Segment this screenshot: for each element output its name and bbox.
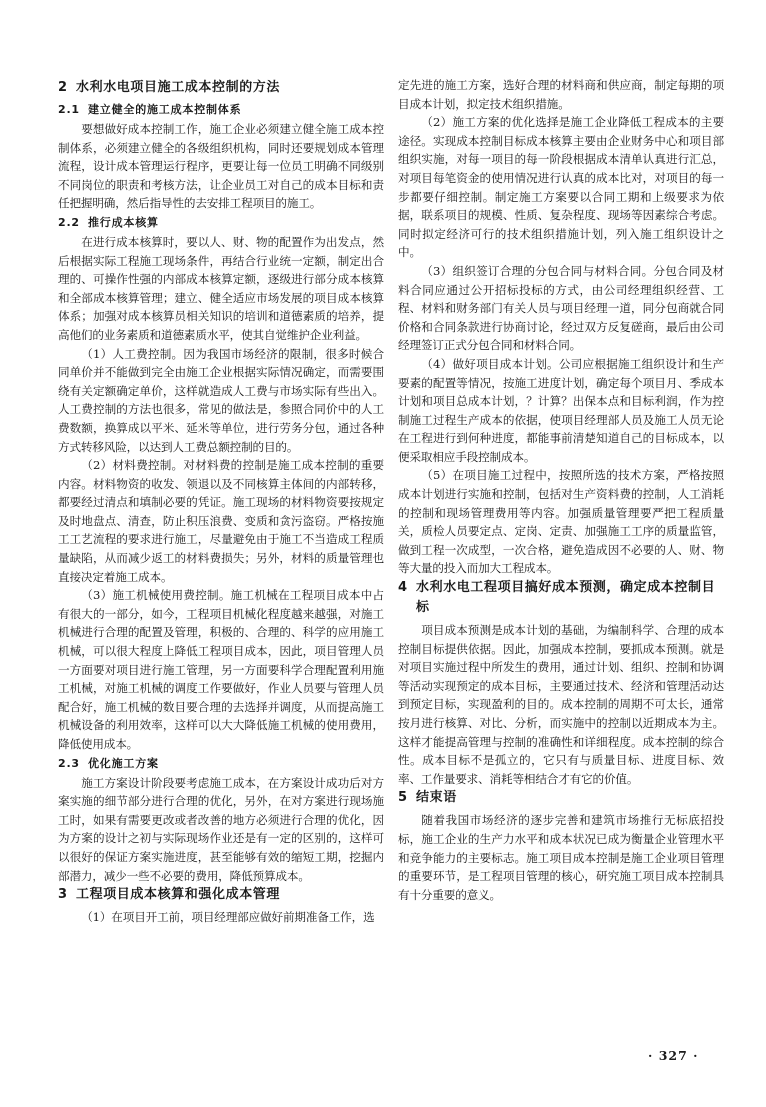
right-column — [398, 76, 724, 904]
section-title: 工程项目成本核算和强化成本管理 — [76, 887, 281, 903]
left-column — [58, 76, 384, 927]
section-title: 结束语 — [416, 790, 457, 806]
subsection-number: 2.1 — [58, 103, 80, 116]
section-number: 5 — [398, 790, 408, 806]
subsection-title: 推行成本核算 — [88, 215, 159, 229]
subsection-2-3-heading — [58, 755, 384, 772]
paragraph: （3）施工机械使用费控制。施工机械在工程项目成本中占有很大的一部分，如今，工程项目机械化程度越来越强，对施工机械进行合理的配置及管理，积极的、合理的、科学的应用施工机械，可以很大程度上降低工程项目成本，因此，项目管理人员一方面要对项目进行施工管理，另一方面要科学合理配置利用施工机械，对施工机械的调度工作要做好，作业人员要与管理人员配合好，施工机械的数目要合理的去选择并调度，从而提高施工机械设备的利用效率，这样可以大大降低施工机械的使用费用，降低使用成本。 — [58, 588, 384, 751]
section-number: 4 — [398, 580, 408, 596]
paragraph: （4）做好项目成本计划。公司应根据施工组织设计和生产要素的配置等情况，按施工进度计划，确定每个项目月、季成本计划和项目总成本计划，？计算？出保本点和目标利润，作为控制施工过程生产成本的依据，使项目经理部人员及施工人员无论在工程进行到何种进度，都能事前清楚知道自己的目标成本，以便采取相应手段控制成本。 — [398, 356, 724, 464]
paragraph: 项目成本预测是成本计划的基础，为编制科学、合理的成本控制目标提供依据。因此，加强成本控制，要抓成本预测。就是对项目实施过程中所发生的费用，通过计划、组织、控制和协调等活动实现预定的成本目标，主要通过技术、经济和管理活动达到预定目标，实现盈利的目的。成本控制的周期不可太长，通常按月进行核算、对比、分析，而实施中的控制以近期成本为主。这样才能提高管理与控制的准确性和详细程度。成本控制的综合性。成本目标不是孤立的，它只有与质量目标、进度目标、效率、工作量要求、消耗等相结合才有它的价值。 — [398, 623, 724, 786]
subsection-2-1-heading — [58, 101, 384, 118]
subsection-title: 优化施工方案 — [88, 756, 159, 770]
paragraph: 在进行成本核算时，要以人、财、物的配置作为出发点，然后根据实际工程施工现场条件，再结合行业统一定额，制定出合理的、可操作性强的内部成本核算定额，逐级进行部分成本核算和全部成本核算管理；建立、健全适应市场发展的项目成本核算体系；加强对成本核算员相关知识的培训和道德素质的培养，提高他们的业务素质和道德素质水平，使其自觉维护企业利益。 — [58, 234, 384, 342]
subsection-number: 2.2 — [58, 215, 80, 229]
section-3-heading — [58, 885, 384, 905]
paragraph: 随着我国市场经济的逐步完善和建筑市场推行无标底招投标，施工企业的生产力水平和成本状况已成为衡量企业管理水平和竞争能力的主要标志。施工项目成本控制是施工企业项目管理的重要环节，是工程项目管理的核心，研究施工项目成本控制具有十分重要的意义。 — [398, 813, 724, 902]
section-number: 2 — [58, 80, 68, 95]
section-number: 3 — [58, 887, 68, 903]
paragraph: （1）在项目开工前，项目经理部应做好前期准备工作，选 — [81, 910, 375, 925]
section-4-heading — [398, 578, 724, 618]
subsection-title: 建立健全的施工成本控制体系 — [88, 103, 242, 116]
paragraph: （1）人工费控制。因为我国市场经济的限制，很多时候合同单价并不能做到完全由施工企业根据实际情况确定，而需要围绕有关定额确定单价，这样就造成人工费与市场实际有些出入。人工费控制的方法也很多，常见的做法是，参照合同价中的人工费数额，换算成以平米、延米等单位，进行劳务分包，通过各种方式转移风险，以达到人工费总额控制的目的。 — [58, 346, 384, 454]
paragraph: 要想做好成本控制工作，施工企业必须建立健全施工成本控制体系，必须建立健全的各级组织机构，同时还要规划成本管理流程，设计成本管理运行程序，更要让每一位员工明确不同级别不同岗位的职责和考核方法，让企业员工对自己的成本目标和责任把握明确，然后指导性的去安排工程项目的施工。 — [58, 122, 384, 211]
section-title: 水利水电项目施工成本控制的方法 — [76, 80, 281, 95]
subsection-number: 2.3 — [58, 756, 80, 770]
paragraph: （3）组织签订合理的分包合同与材料合同。分包合同及材料合同应通过公开招标投标的方式，由公司经理组织经营、工程、材料和财务部门有关人员与项目经理一道，同分包商就合同价格和合同条款进行协商讨论，经过双方反复磋商，最后由公司经理签订正式分包合同和材料合同。 — [398, 263, 724, 353]
section-title: 水利水电工程项目搞好成本预测，确定成本控制目标 — [416, 580, 716, 616]
paragraph-continued: 定先进的施工方案，选好合理的材料商和供应商，制定每期的项目成本计划，拟定技术组织措施。 — [398, 78, 724, 111]
section-5-heading — [398, 788, 724, 808]
paragraph: （5）在项目施工过程中，按照所选的技术方案，严格按照成本计划进行实施和控制，包括对生产资料费的控制，人工消耗的控制和现场管理费用等内容。加强质量管理要严把工程质量关，质检人员要定点、定岗、定责、加强施工工序的质量监管，做到工程一次成型，一次合格，避免造成因不必要的人、财、物等大量的投入而加大工程成本。 — [398, 468, 724, 576]
page-number: · 327 · — [648, 1048, 699, 1063]
paragraph: （2）施工方案的优化选择是施工企业降低工程成本的主要途径。实现成本控制目标成本核算主要由企业财务中心和项目部组织实施，对每一项目的每一阶段根据成本清单认真进行汇总，对项目每笔资金的使用情况进行认真的成本比对，对项目的每一步都要仔细控制。制定施工方案要以合同工期和上级要求为依据，联系项目的规模、性质、复杂程度、现场等因素综合考虑。同时拟定经济可行的技术组织措施计划，列入施工组织设计之中。 — [398, 115, 724, 260]
paragraph: 施工方案设计阶段要考虑施工成本，在方案设计成功后对方案实施的细节部分进行合理的优化，另外，在对方案进行现场施工时，如果有需要更改或者改善的地方必须进行合理的优化，因为方案的设计之初与实际现场作业还是有一定的区别的，这样可以很好的保证方案实施进度，甚至能够有效的缩短工期，挖掘内部潜力，减少一些不必要的费用，降低预算成本。 — [58, 775, 384, 883]
subsection-2-2-heading — [58, 214, 384, 231]
paragraph: （2）材料费控制。对材料费的控制是施工成本控制的重要内容。材料物资的收发、领退以及不同核算主体间的内部转移，都要经过清点和填制必要的凭证。施工现场的材料物资要按规定及时地盘点、清查，防止积压浪费、变质和贪污盗窃。严格按施工工艺流程的要求进行施工，尽量避免由于施工不当造成工程质量缺陷，从而减少返工的材料费损失；另外，材料的质量管理也直接决定着施工成本。 — [58, 458, 384, 584]
section-2-heading — [58, 78, 384, 98]
